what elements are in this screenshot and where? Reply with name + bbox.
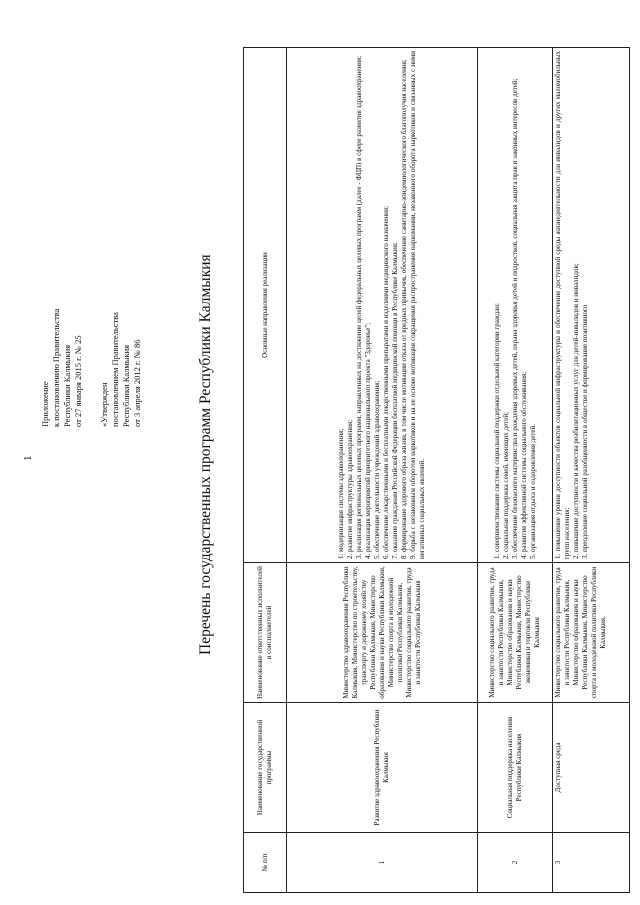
direction-item: 6. обеспечение лекарственными и бесплатными лекарственными препаратами и изделиями медицинского назначения;	[382, 205, 390, 559]
direction-item: 8. формирование здорового образа жизни, в том числе мотивации отказа от вредных привычек, обеспечение санитарно-эпидемиологического благополучия населения;	[400, 59, 408, 559]
direction-item: 5. организация отдыха и оздоровления детей.	[528, 423, 537, 559]
direction-item: 1. совершенствование системы социальной поддержки отдельной категории граждан;	[492, 303, 501, 559]
direction-item: 3. реализация региональных целевых программ, направленных на достижение целей федеральных целевых программ (далее - ФЦП) в сфере развития здравоохранения;	[355, 55, 363, 559]
approval-line: Республики Калмыкия	[62, 344, 72, 427]
table-row	[478, 48, 553, 893]
row-number: 1	[287, 833, 478, 893]
approval-line: Республики Калмыкия	[121, 344, 131, 427]
program-name: Развитие здравоохранения Республики Калмыкия	[287, 703, 478, 833]
approval-line: от 27 января 2015 г. № 25	[73, 335, 83, 427]
direction-item: 5. обеспечение деятельности учреждений здравоохранения;	[373, 380, 381, 559]
row-number: 3	[553, 833, 630, 893]
direction-item: 3. преодоление социальной разобщенности в обществе и формирование позитивного	[581, 304, 589, 559]
approval-line: к постановлению Правительства	[51, 308, 61, 427]
direction-item: 4. развитие эффективной системы социального обслуживания;	[519, 371, 528, 559]
table-row	[553, 48, 630, 893]
program-directions	[478, 48, 553, 563]
row-number: 2	[478, 833, 553, 893]
direction-item: 2. повышение доступности и качества реабилитационных услуг для детей-инвалидов и инвалидов;	[572, 263, 580, 559]
approval-line: «Утвержден	[99, 382, 109, 427]
document-title: Перечень государственных программ Республики Калмыкия	[197, 254, 214, 655]
direction-item: 2. развитие инфраструктуры здравоохранения;	[346, 419, 354, 559]
direction-item: 2. социальная поддержка семей, имеющих детей;	[501, 411, 510, 559]
header-number: № п/п	[244, 833, 287, 893]
approval-line: Приложение	[40, 381, 50, 427]
header-program-name: Наименование государственной программы	[244, 703, 287, 833]
direction-item: 1. модернизация системы здравоохранения;	[337, 428, 345, 559]
approval-block-annex	[40, 187, 84, 427]
direction-item: 1. повышение уровня доступности объектов социальной инфраструктуры и обеспечение доступной среды жизнедеятельности для инвалидов и других маломобильных групп населения;	[554, 51, 571, 559]
approval-line: постановлением Правительства	[110, 312, 120, 427]
direction-item: 3. обеспечение безопасного материнства и рождения здоровых детей, охрана здоровья детей и подростков, социальная защита прав и законных интересов детей;	[510, 78, 519, 559]
program-executors: Министерство социального развития, труда и занятости Республики Калмыкия, Министерство образования и науки Республики Калмыкия, Министерство спорта и молодежной политики Республики Калмыкия,	[553, 563, 630, 703]
program-name: Доступная среда	[553, 703, 630, 833]
approval-line: от 3 апреля 2012 г. № 86	[132, 339, 142, 427]
program-directions	[553, 48, 630, 563]
table-row	[287, 48, 478, 893]
program-directions	[287, 48, 478, 563]
table-header-row	[244, 48, 287, 893]
direction-item: 4. реализация мероприятий приоритетного национального проекта "Здоровье";	[364, 322, 372, 559]
program-executors: Министерство здравоохранения Республики Калмыкия, Министерство по строительству, транспорту и дорожному хозяйству Республики Калмыкия, Министерство образования и науки Республики Калмыкия, Министерство спорта и молодежной политики Республики Калмыкия, Министерство социального развития, труда и занятости Республики Калмыкия	[287, 563, 478, 703]
program-name: Социальная поддержка населения Республики Калмыкия	[478, 703, 553, 833]
program-executors: Министерство социального развития, труда и занятости Республики Калмыкия, Министерство образования и науки Республики Калмыкия, Министерство экономики и торговли Республики Калмыкия	[478, 563, 553, 703]
direction-item: 9. борьба с незаконным оборотом наркотиков и на ее основе мотивация сокращения распространения наркомании, незаконного оборота наркотиков и связанных с ними негативных социальных явлений.	[409, 51, 426, 559]
direction-item: 7. оказание гражданам Российской Федерации бесплатной медицинской помощи в Республике Калмыкия;	[391, 242, 399, 559]
header-executors: Наименование ответственных исполнителей и соисполнителей	[244, 563, 287, 703]
approval-block-approved	[99, 187, 143, 427]
programs-table	[243, 47, 630, 893]
header-directions: Основные направления реализации	[244, 48, 287, 563]
page-number: 1	[22, 455, 34, 461]
